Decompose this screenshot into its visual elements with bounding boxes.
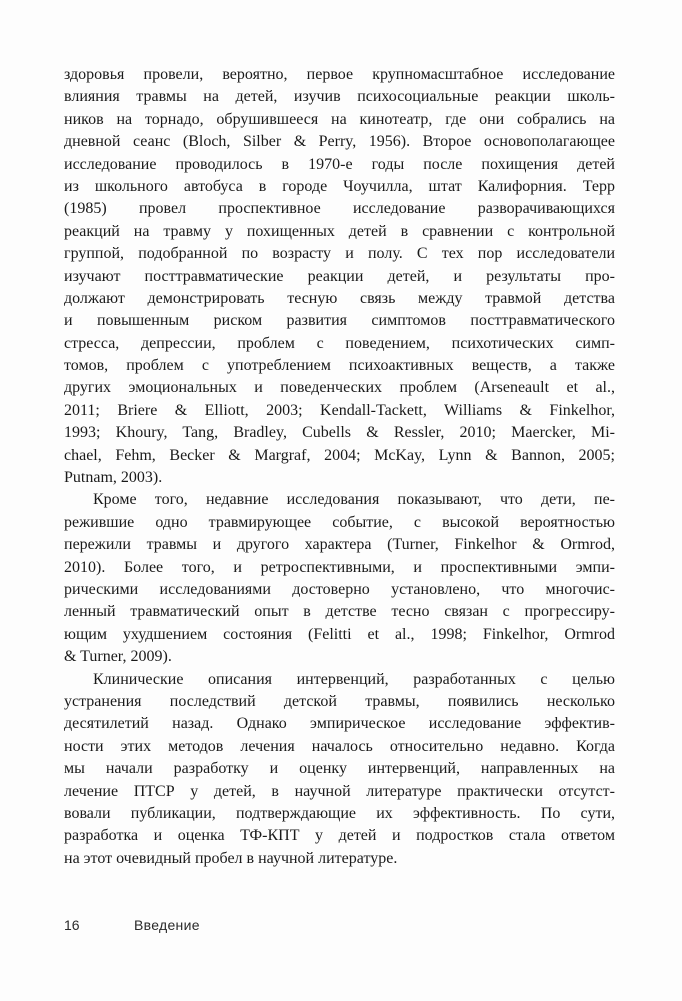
text-line: chael, Fehm, Becker & Margraf, 2004; McKay, Lynn & Bannon, 2005; <box>64 446 615 464</box>
paragraph <box>64 64 615 489</box>
text-line: реакций на травму у похищенных детей в сравнении с контрольной <box>64 222 615 240</box>
page-number: 16 <box>64 917 80 933</box>
text-line: других эмоциональных и поведенческих проблем (Arseneault et al., <box>64 379 615 397</box>
text-line: лечение ПТСР у детей, в научной литературе практически отсутст- <box>64 782 615 800</box>
text-line: из школьного автобуса в городе Чоучилла, штат Калифорния. Терр <box>64 177 615 195</box>
text-line: дневной сеанс (Bloch, Silber & Perry, 1956). Второе основополагающее <box>64 133 615 151</box>
text-line: режившие одно травмирующее событие, с высокой вероятностью <box>64 513 615 531</box>
text-line: стресса, депрессии, проблем с поведением, психотических симп- <box>64 334 615 352</box>
text-line: группой, подобранной по возрасту и полу. С тех пор исследователи <box>64 245 615 263</box>
text-line: & Turner, 2009). <box>64 648 172 666</box>
text-line: ников на торнадо, обрушившееся на кинотеатр, где они собрались на <box>64 110 615 128</box>
paragraph <box>64 489 615 668</box>
text-line: томов, проблем с употреблением психоактивных веществ, а также <box>64 357 615 375</box>
text-line: исследование проводилось в 1970-е годы после похищения детей <box>64 155 615 173</box>
text-line: изучают посттравматические реакции детей, и результаты про- <box>64 267 615 285</box>
text-line: Putnam, 2003). <box>64 469 163 487</box>
text-line: и повышенным риском развития симптомов посттравматического <box>64 312 615 330</box>
text-line: ленный травматический опыт в детстве тесно связан с прогрессиру- <box>64 603 615 621</box>
text-line: ности этих методов лечения началось относительно недавно. Когда <box>64 737 615 755</box>
text-line: (1985) провел проспективное исследование разворачивающихся <box>64 200 615 218</box>
text-line: пережили травмы и другого характера (Turner, Finkelhor & Ormrod, <box>64 536 615 554</box>
text-line: на этот очевидный пробел в научной литературе. <box>64 849 398 867</box>
paragraph <box>64 669 615 871</box>
text-line: влияния травмы на детей, изучив психосоциальные реакции школь- <box>64 88 615 106</box>
text-line: Кроме того, недавние исследования показывают, что дети, пе- <box>93 491 615 509</box>
text-line: рическими исследованиями достоверно установлено, что многочис- <box>64 580 615 598</box>
text-line: 1993; Khoury, Tang, Bradley, Cubells & Ressler, 2010; Maercker, Mi- <box>64 424 615 442</box>
running-footer-section: Введение <box>134 917 200 933</box>
text-line: здоровья провели, вероятно, первое крупномасштабное исследование <box>64 66 615 83</box>
text-line: ющим ухудшением состояния (Felitti et al., 1998; Finkelhor, Ormrod <box>64 625 615 643</box>
text-line: вовали публикации, подтверждающие их эффективность. По сути, <box>64 804 615 822</box>
text-line: мы начали разработку и оценку интервенций, направленных на <box>64 760 615 778</box>
text-line: должают демонстрировать тесную связь между травмой детства <box>64 289 615 307</box>
text-line: Клинические описания интервенций, разработанных с целью <box>93 670 615 688</box>
text-line: устранения последствий детской травмы, появились несколько <box>64 692 615 710</box>
text-line: разработка и оценка ТФ-КПТ у детей и подростков стала ответом <box>64 827 615 845</box>
text-line: 2010). Более того, и ретроспективными, и проспективными эмпи- <box>64 558 615 576</box>
body-text <box>64 64 615 870</box>
text-line: 2011; Briere & Elliott, 2003; Kendall-Tackett, Williams & Finkelhor, <box>64 401 615 419</box>
text-line: десятилетий назад. Однако эмпирическое исследование эффектив- <box>64 715 615 733</box>
